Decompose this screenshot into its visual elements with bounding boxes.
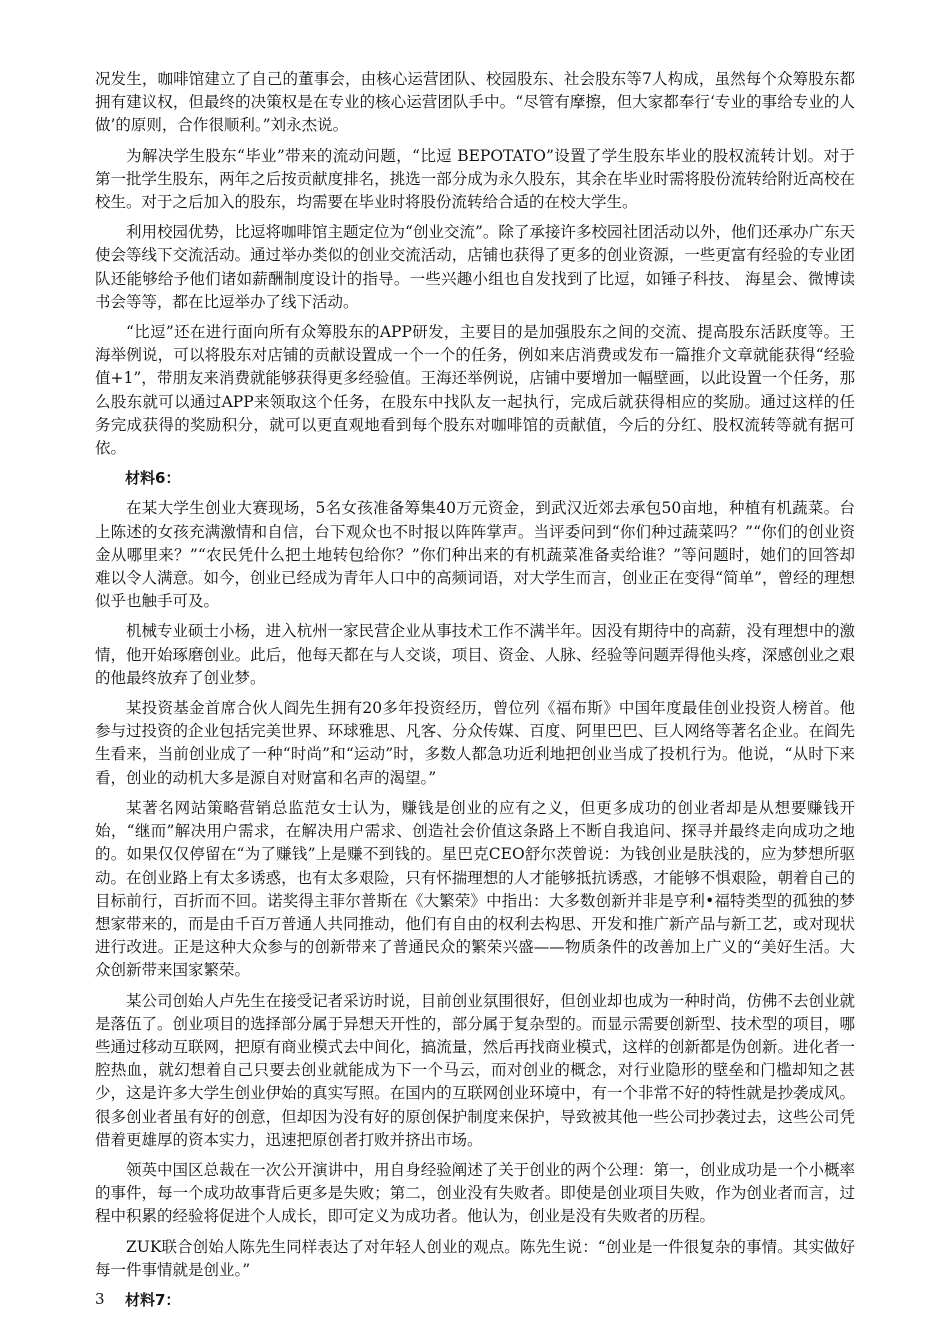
paragraph-app-development: “比逗”还在进行面向所有众筹股东的APP研发，主要目的是加强股东之间的交流、提高股东活跃度等。王海举例说，可以将股东对店铺的贡献设置成一个一个的任务，例如来店消费或发布一篇推介文章就能获得“经验值+1”，带朋友来消费就能够获得更多经验值。王海还举例说，店铺中要增加一幅壁画，以此设置一个任务，那么股东就可以通过APP来领取这个任务，在股东中找队友一起执行，完成后就获得相应的奖励。通过这样的任务完成获得的奖励积分，就可以更直观地看到每个股东对咖啡馆的贡献值，今后的分红、股权流转等就有据可依。 (95, 323, 855, 458)
paragraph-campus-advantage: 利用校园优势，比逗将咖啡馆主题定位为“创业交流”。除了承接许多校园社团活动以外，他们还承办广东天使会等线下交流活动。通过举办类似的创业交流活动，店铺也获得了更多的创业资源，一些更富有经验的专业团队还能够给予他们诸如薪酬制度设计的指导。一些兴趣小组也自发找到了比逗，如锤子科技、 海星会、微博读书会等等，都在比逗举办了线下活动。 (95, 223, 855, 311)
material-6-heading: 材料6： (125, 469, 181, 488)
material-7-heading: 材料7： (125, 1290, 181, 1309)
paragraph-equity-transfer: 为解决学生股东“毕业”带来的流动问题，“比逗 BEPOTATO”设置了学生股东毕业的股权流转计划。对于第一批学生股东，两年之后按贡献度排名，挑选一部分成为永久股东，其余在毕业时需将股份流转给附近高校在校生。对于之后加入的股东，均需要在毕业时将股份流转给合适的在校大学生。 (95, 146, 855, 212)
paragraph-startup-competition: 在某大学生创业大赛现场，5名女孩准备筹集40万元资金，到武汉近郊去承包50亩地，种植有机蔬菜。台上陈述的女孩充满激情和自信，台下观众也不时报以阵阵掌声。当评委问到“你们种过蔬菜吗？”“你们的创业资金从哪里来？”“农民凭什么把土地转包给你？”你们种出来的有机蔬菜准备卖给谁？”等问题时，她们的回答却难以令人满意。如今，创业已经成为青年人口中的高频词语，对大学生而言，创业正在变得“简单”，曾经的理想似乎也触手可及。 (95, 499, 855, 611)
paragraph-board-of-directors: 况发生，咖啡馆建立了自己的董事会，由核心运营团队、校园股东、社会股东等7人构成，虽然每个众筹股东都拥有建议权，但最终的决策权是在专业的核心运营团队手中。“尽管有摩擦，但大家都奉行‘专业的事给专业的人做’的原则，合作很顺利。”刘永杰说。 (95, 70, 855, 135)
paragraph-founder-lu: 某公司创始人卢先生在接受记者采访时说，目前创业氛围很好，但创业却也成为一种时尚，仿佛不去创业就是落伍了。创业项目的选择部分属于异想天开性的，部分属于复杂型的。而显示需要创新型、技术型的项目，哪些通过移动互联网，把原有商业模式去中间化，搞流量，然后再找商业模式，这样的创新都是伪创新。进化者一腔热血，就幻想着自己只要去创业就能成为下一个马云，而对创业的概念，对行业隐形的壁垒和门槛却知之甚少，这是许多大学生创业伊始的真实写照。在国内的互联网创业环境中，有一个非常不好的特性就是抄袭成风。很多创业者虽有好的创意，但却因为没有好的原创保护制度来保护，导致被其他一些公司抄袭过去，这些公司凭借着更雄厚的资本实力，迅速把原创者打败并挤出市场。 (95, 991, 855, 1149)
document-page (95, 68, 855, 1319)
paragraph-linkedin-president: 领英中国区总裁在一次公开演讲中，用自身经验阐述了关于创业的两个公理：第一，创业成功是一个小概率的事件，每一个成功故事背后更多是失败；第二，创业没有失败者。即使是创业项目失败，作为创业者而言，过程中积累的经验将促进个人成长，即可定义为成功者。他认为，创业是没有失败者的历程。 (95, 1160, 855, 1226)
paragraph-zuk-cofounder: ZUK联合创始人陈先生同样表达了对年轻人创业的观点。陈先生说：“创业是一件很复杂的事情。其实做好每一件事情就是创业。” (95, 1237, 855, 1279)
paragraph-director-fan: 某著名网站策略营销总监范女士认为，赚钱是创业的应有之义，但更多成功的创业者却是从想要赚钱开始，“继而”解决用户需求，在解决用户需求、创造社会价值这条路上不断自我追问、探寻并最终走向成功之地的。如果仅仅停留在“为了赚钱”上是赚不到钱的。星巴克CEO舒尔茨曾说：为钱创业是肤浅的，应为梦想所驱动。在创业路上有太多诱惑，也有太多艰险，只有怀揣理想的人才能够抵抗诱惑，才能够不惧艰险，朝着自己的目标前行，百折而不回。诺奖得主菲尔普斯在《大繁荣》中指出：大多数创新并非是亨利•福特类型的孤独的梦想家带来的，而是由千百万普通人共同推动，他们有自由的权利去构思、开发和推广新产品与新工艺，或对现状进行改进。正是这种大众参与的创新带来了普通民众的繁荣兴盛——物质条件的改善加上广义的“美好生活。大众创新带来国家繁荣。 (95, 798, 855, 980)
paragraph-investor-yan: 某投资基金首席合伙人阎先生拥有20多年投资经历，曾位列《福布斯》中国年度最佳创业投资人榜首。他参与过投资的企业包括完美世界、环球雅思、凡客、分众传媒、百度、阿里巴巴、巨人网络等著名企业。在阎先生看来，当前创业成了一种“时尚”和“运动”时，多数人都急功近利地把创业当成了投机行为。他说，“从时下来看，创业的动机大多是源自对财富和名声的渴望。” (95, 699, 855, 787)
paragraph-xiao-yang: 机械专业硕士小杨，进入杭州一家民营企业从事技术工作不满半年。因没有期待中的高薪，没有理想中的激情，他开始琢磨创业。此后，他每天都在与人交谈，项目、资金、人脉、经验等问题弄得他头疼，深感创业之艰的他最终放弃了创业梦。 (95, 622, 855, 687)
page-number: 3 (95, 1290, 105, 1308)
